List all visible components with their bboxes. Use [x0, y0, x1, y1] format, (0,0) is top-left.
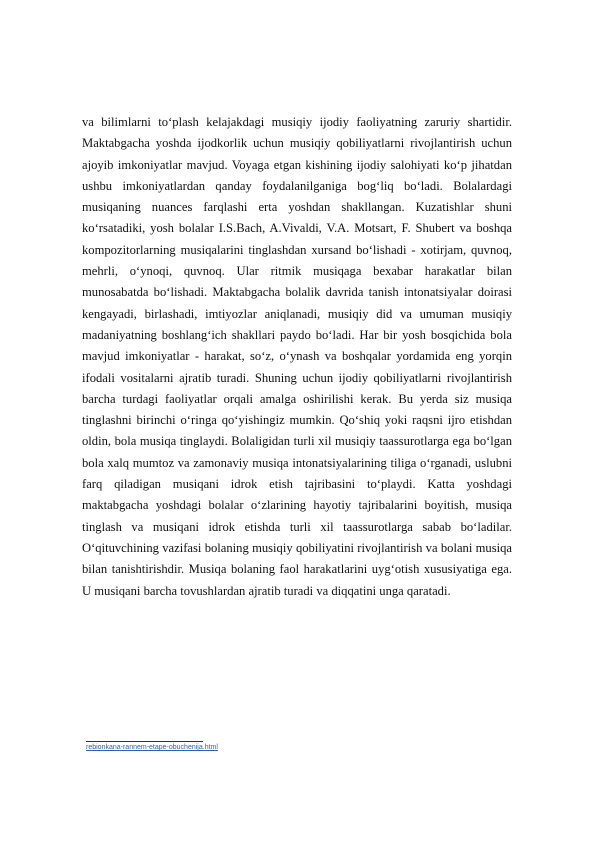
body-paragraph: va bilimlarni to‘plash kelajakdagi musiqiy ijodiy faoliyatning zaruriy shartidir. Maktabgacha yoshda ijodkorlik uchun musiqiy qobiliyatlarni rivojlantirish uchun ajoyib imkoniyatlar mavjud. Voyaga etgan kishining ijodiy salohiyati ko‘p jihatdan ushbu imkoniyatlardan qanday foydalanilganiga bog‘liq bo‘ladi. Bolalardagi musiqaning nuances farqlashi erta yoshdan shakllangan. Kuzatishlar shuni ko‘rsatadiki, yosh bolalar I.S.Bach, A.Vivaldi, V.A. Motsart, F. Shubert va boshqa kompozitorlarning musiqalarini tinglashdan xursand bo‘lishadi - xotirjam, quvnoq, mehrli, o‘ynoqi, quvnoq. Ular ritmik musiqaga bexabar harakatlar bilan munosabatda bo‘lishadi. Maktabgacha bolalik davrida tanish intonatsiyalar doirasi kengayadi, birlashadi, imtiyozlar aniqlanadi, musiqiy did va umuman musiqiy madaniyatning boshlang‘ich shakllari paydo bo‘ladi. Har bir yosh bosqichida bola mavjud imkoniyatlar - harakat, so‘z, o‘ynash va boshqalar yordamida eng yorqin ifodali vositalarni ajratib turadi. Shuning uchun ijodiy qobiliyatlarni rivojlantirish barcha turdagi faoliyatlar orqali amalga oshirilishi kerak. Bu yerda siz musiqa tinglashni birinchi o‘ringa qo‘yishingiz mumkin. Qo‘shiq yoki raqsni ijro etishdan oldin, bola musiqa tinglaydi. Bolaligidan turli xil musiqiy taassurotlarga ega bo‘lgan bola xalq mumtoz va zamonaviy musiqa intonatsiyalarining tiliga o‘rganadi, uslubni farq qiladigan musiqani idrok etish tajribasini to‘playdi. Katta yoshdagi maktabgacha yoshdagi bolalar o‘zlarining hayotiy tajribalarini boyitish, musiqa tinglash va musiqani idrok etishda turli xil taassurotlarga sabab bo‘ladilar. O‘qituvchining vazifasi bolaning musiqiy qobiliyatini rivojlantirish va bolani musiqa bilan tanishtirishdir. Musiqa bolaning faol harakatlarini uyg‘otish xususiyatiga ega. U musiqani barcha tovushlardan ajratib turadi va diqqatini unga qaratadi.	[82, 115, 512, 598]
footnote-divider	[86, 741, 203, 742]
footnote-link[interactable]: rebionkana-rannem-etape-obuchenija.html	[86, 744, 218, 751]
